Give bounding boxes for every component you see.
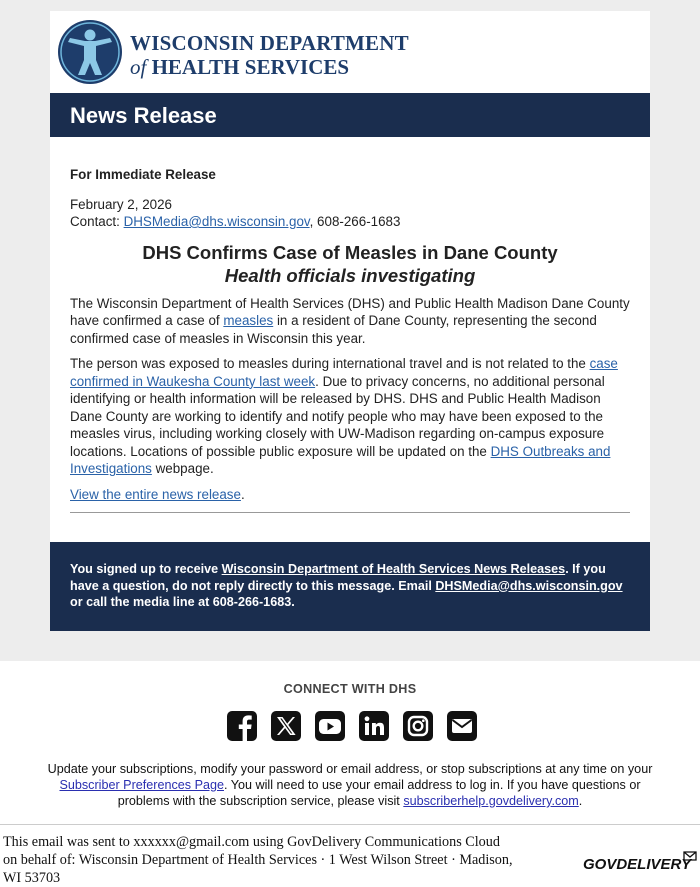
signup-notice-text	[70, 561, 635, 611]
facebook-icon[interactable]	[226, 710, 258, 742]
subs-text-a: Update your subscriptions, modify your password or email address, or stop subscriptions at any time on your	[47, 762, 653, 776]
contact-phone: , 608-266-1683	[309, 214, 401, 229]
instagram-icon[interactable]	[402, 710, 434, 742]
logo-line-1: WISCONSIN DEPARTMENT	[130, 31, 409, 55]
view-release-period: .	[240, 486, 245, 502]
measles-link[interactable]: measles	[223, 313, 274, 328]
signup-text-c: or call the media line at 608-266-1683.	[70, 595, 295, 609]
signup-text-a: You signed up to receive	[70, 562, 222, 576]
youtube-icon[interactable]	[314, 710, 346, 742]
sender-line-3: WI 53703	[3, 870, 61, 886]
p2-text-b: . Due to privacy concerns, no additional personal identifying or health information will be released by DHS. DHS and Public Health Madison Dane County are working to identify and notify people who may have been exposed to the measles virus, including working closely with UW-Madison regarding on-campus exposure locations. Locations of possible public exposure will be updated on the	[70, 373, 605, 459]
bottom-divider	[0, 824, 700, 825]
banner-title: News Release	[70, 103, 217, 128]
p2-text-a: The person was exposed to measles during international travel and is not related to the	[70, 356, 590, 371]
outbreaks-investigations-link[interactable]: DHS Outbreaks and Investigations	[70, 443, 611, 476]
dhs-figure-icon	[58, 20, 122, 84]
logo-line-2	[130, 55, 409, 79]
view-release-line	[70, 486, 630, 504]
sender-line-2: on behalf of: Wisconsin Department of Health Services · 1 West Wilson Street · Madison,	[3, 852, 513, 868]
linkedin-icon[interactable]	[358, 710, 390, 742]
subheadline: Health officials investigating	[224, 264, 476, 286]
social-links	[226, 710, 478, 742]
view-entire-release-link[interactable]: View the entire news release	[70, 486, 241, 502]
news-releases-subscription-link[interactable]: Wisconsin Department of Health Services News Releases	[221, 562, 566, 576]
dhs-wordmark	[130, 31, 409, 79]
signup-text-b: . If you have a question, do not reply directly to this message. Email	[70, 562, 606, 593]
sender-line-1: This email was sent to xxxxxx@gmail.com using GovDelivery Communications Cloud	[3, 834, 500, 850]
contact-email-link[interactable]: DHSMedia@dhs.wisconsin.gov	[123, 214, 310, 229]
p1-text-b: in a resident of Dane County, representing the second confirmed case of measles in Wisconsin this year.	[70, 313, 597, 346]
contact-label: Contact:	[70, 214, 124, 229]
release-date: February 2, 2026	[70, 196, 172, 212]
subscriber-help-link[interactable]: subscriberhelp.govdelivery.com	[403, 794, 579, 808]
govdelivery-wordmark: GOVDELIVERY	[583, 856, 692, 873]
p1-text-a: The Wisconsin Department of Health Services (DHS) and Public Health Madison Dane County have confirmed a case of	[70, 295, 630, 328]
headline: DHS Confirms Case of Measles in Dane County	[142, 241, 558, 263]
x-icon[interactable]	[270, 710, 302, 742]
sender-info	[3, 833, 573, 887]
subs-text-b: . You will need to use your email address to log in. If you have questions or problems with the subscription service, please visit	[117, 778, 641, 808]
p2-text-c: webpage.	[151, 461, 214, 476]
subscription-management-text	[40, 761, 660, 809]
immediate-release-label: For Immediate Release	[70, 167, 216, 182]
paragraph-1	[70, 295, 630, 348]
email-card	[50, 11, 650, 631]
govdelivery-logo[interactable]	[583, 849, 697, 875]
contact-line	[70, 213, 630, 231]
connect-heading: CONNECT WITH DHS	[283, 682, 417, 696]
media-email-link[interactable]: DHSMedia@dhs.wisconsin.gov	[435, 578, 623, 593]
signup-notice-box	[50, 542, 650, 631]
subscriber-preferences-link[interactable]: Subscriber Preferences Page	[59, 778, 224, 792]
logo-of: of	[130, 55, 147, 79]
waukesha-case-link[interactable]: case confirmed in Waukesha County last week	[70, 356, 618, 389]
subs-text-c: .	[578, 794, 583, 808]
content-divider	[70, 512, 630, 513]
logo-health-services: HEALTH SERVICES	[151, 55, 350, 79]
dhs-logo[interactable]	[50, 11, 650, 93]
news-release-banner	[50, 93, 650, 137]
paragraph-2	[70, 355, 630, 478]
email-icon[interactable]	[446, 710, 478, 742]
release-body	[70, 166, 630, 503]
